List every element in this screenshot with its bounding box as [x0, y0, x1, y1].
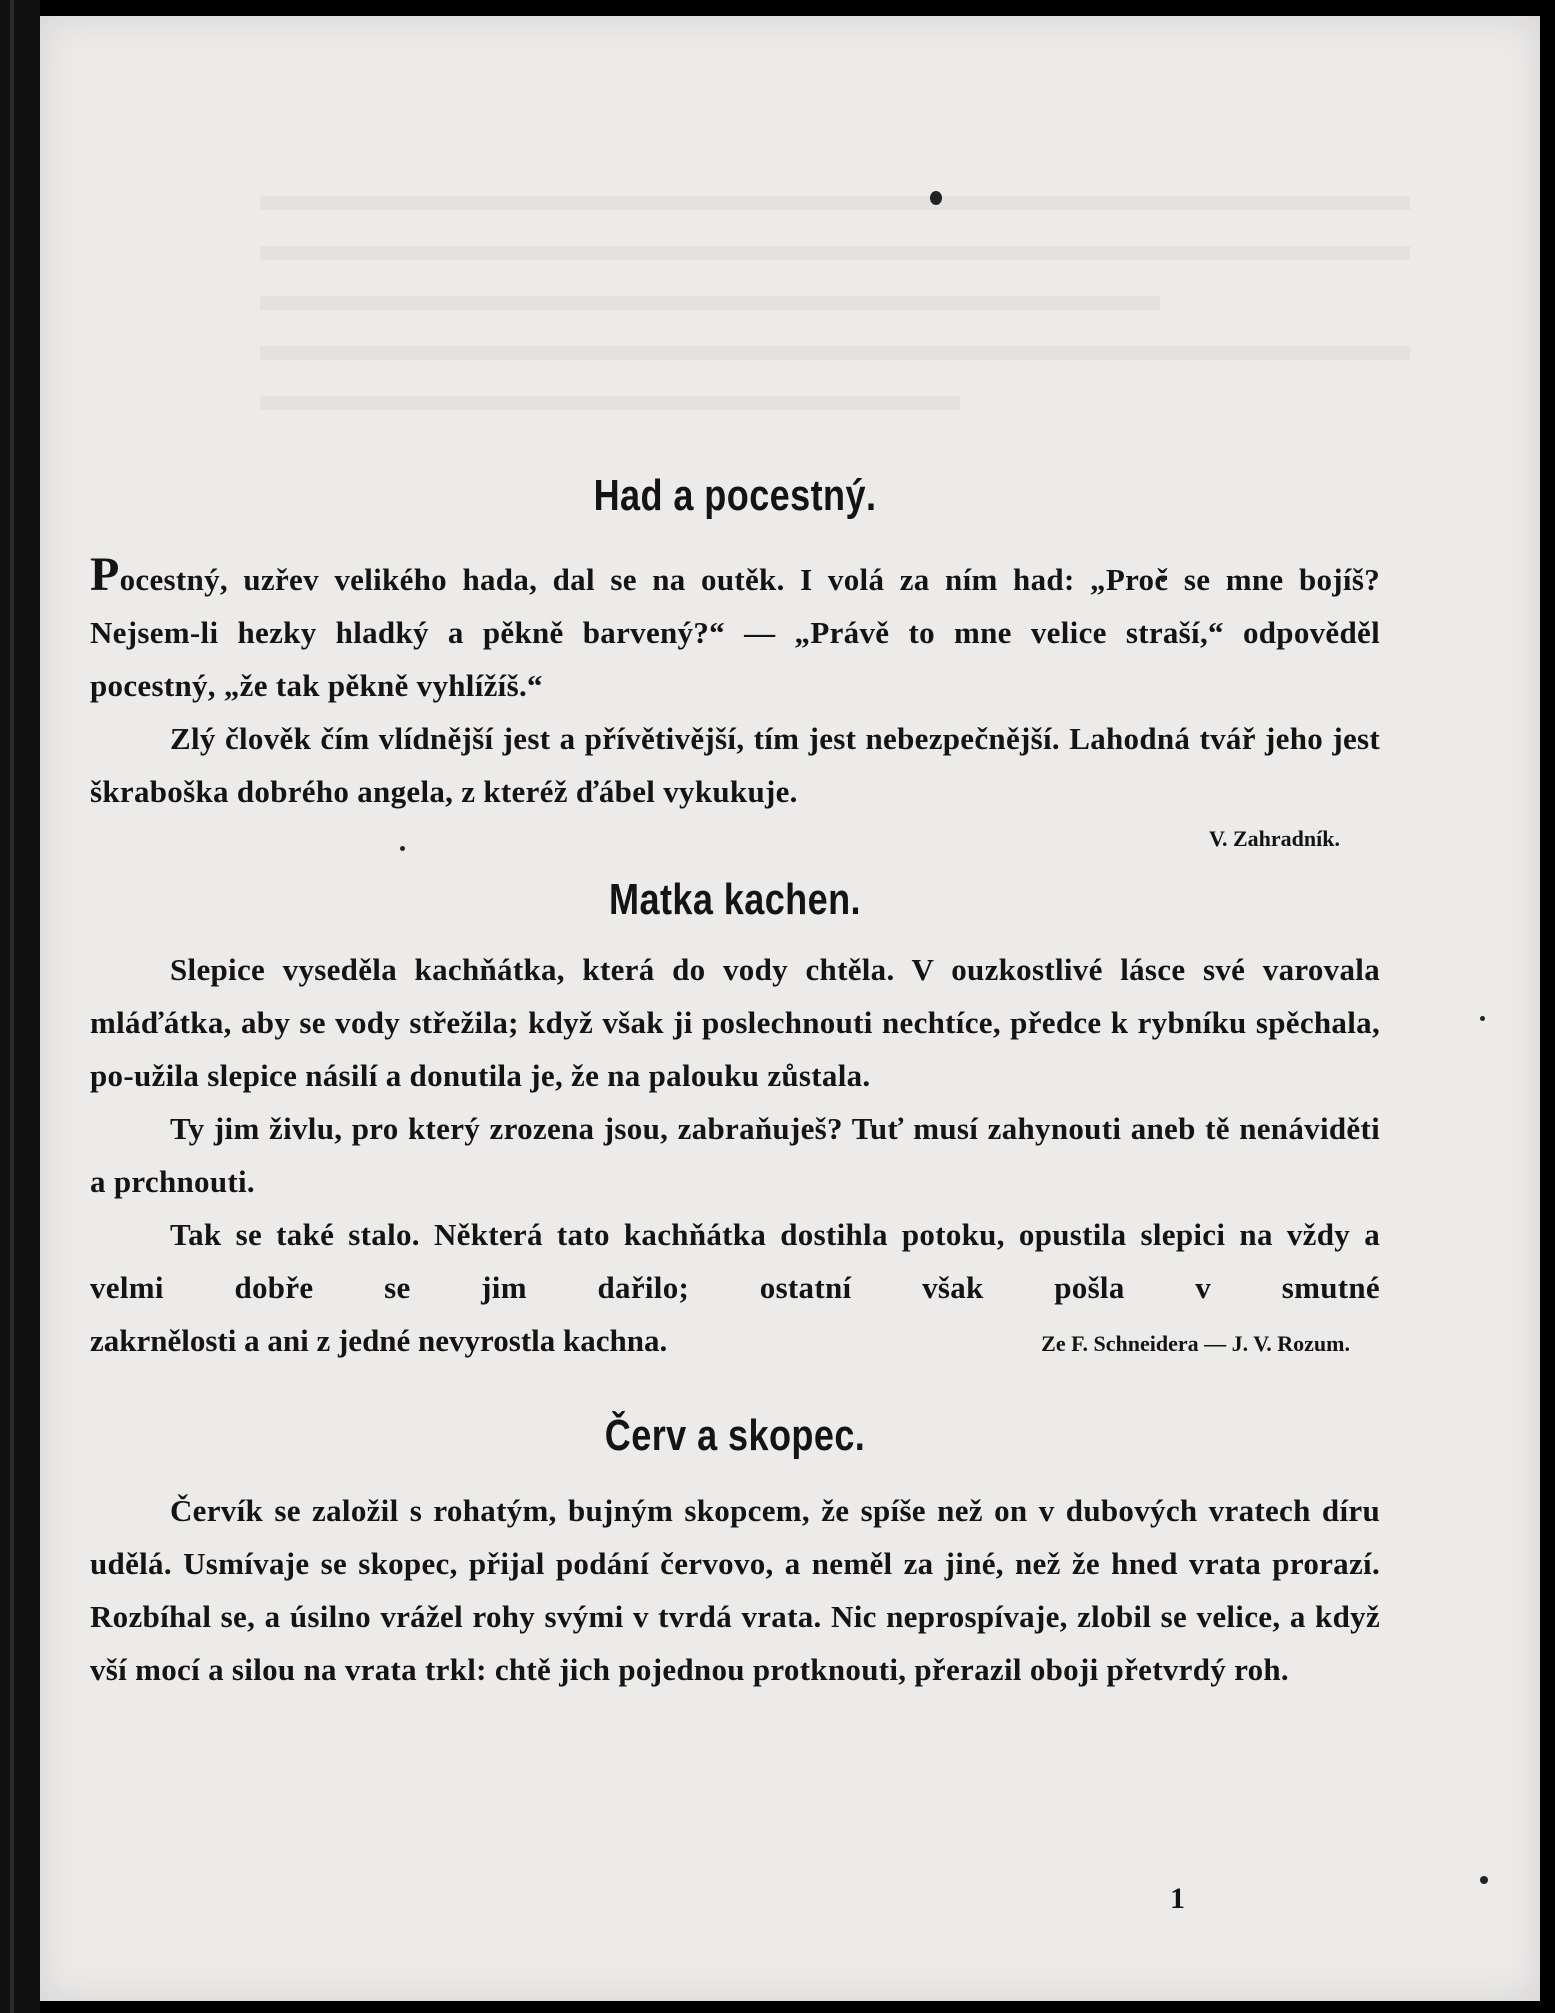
paragraph: Ty jim živlu, pro který zrozena jsou, zabraňuješ? Tuť musí zahynouti aneb tě nenáviděti a prchnouti.	[90, 1110, 1380, 1199]
paragraph-last-line	[90, 1314, 1380, 1370]
ink-speck	[930, 191, 942, 205]
author-signature: Ze F. Schneidera — J. V. Rozum.	[1041, 1330, 1350, 1356]
fable-had-a-pocestny	[90, 470, 1380, 856]
paragraph: Tak se také stalo. Některá tato kachňátka dostihla potoku, opustila slepici na vždy a velmi dobře se jim dařilo; ostatní však pošla v smutné	[90, 1216, 1380, 1305]
ink-speck	[1480, 1016, 1485, 1021]
page-number: 1	[1170, 1882, 1185, 1915]
fable-cerv-a-skopec	[90, 1410, 1380, 1697]
paragraph: Zlý člověk čím vlídnější jest a přívětivější, tím jest nebezpečnější. Lahodná tvář jeho jest škraboška dobrého angela, z kteréž ďábel vykukuje.	[90, 720, 1380, 809]
page-content	[90, 470, 1380, 1696]
fable-matka-kachen	[90, 874, 1380, 1370]
drop-cap: P	[90, 547, 120, 601]
section-title: Červ a skopec.	[604, 1410, 866, 1460]
section-title: Matka kachen.	[609, 874, 861, 924]
book-spine	[0, 0, 40, 2013]
paragraph: Červík se založil s rohatým, bujným skopcem, že spíše než on v dubových vratech díru udělá. Usmívaje se skopec, přijal podání červovo, a neměl za jiné, než že hned vrata prorazí. Rozbíhal se, a úsilno vrážel rohy svými v tvrdá vrata. Nic neprospívaje, zlobil se velice, a když vší mocí a silou na vrata trkl: chtě jich pojednou protknouti, přerazil oboji přetvrdý roh.	[90, 1493, 1380, 1688]
line-text: zakrnělosti a ani z jedné nevyrostla kachna.	[90, 1322, 668, 1358]
section-title: Had a pocestný.	[593, 471, 877, 520]
paragraph: Pocestný, uzřev velikého hada, dal se na outěk. I volá za ním had: „Proč se mne bojíš? Nejsem-li hezky hladký a pěkně barvený?“ — „Právě to mne velice straší,“ odpověděl pocestný, „že tak pěkně vyhlížíš.“	[90, 547, 1380, 703]
ink-speck	[1480, 1876, 1488, 1884]
author-signature: V. Zahradník.	[1208, 825, 1340, 851]
paragraph: Slepice vyseděla kachňátka, která do vody chtěla. V ouzkostlivé lásce své varovala mláďátka, aby se vody střežila; když však ji poslechnouti nechtíce, předce k rybníku spěchala, po-užila slepice násilí a donutila je, že na palouku zůstala.	[90, 951, 1380, 1093]
